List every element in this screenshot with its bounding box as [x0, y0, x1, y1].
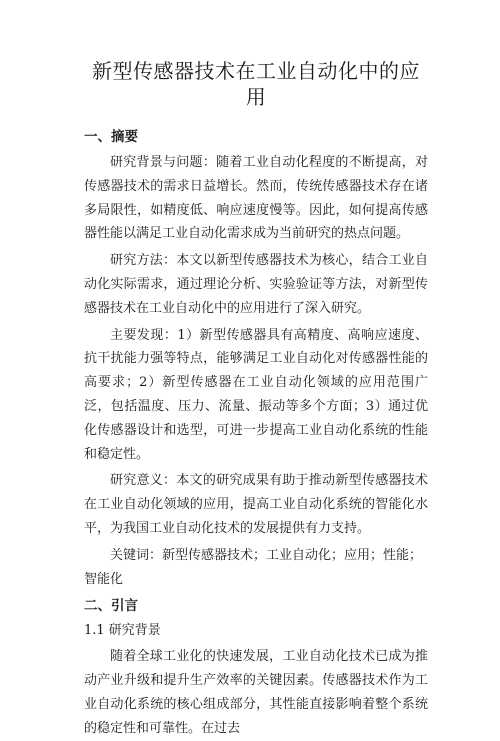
research-background-subheading: 1.1 研究背景: [84, 623, 161, 639]
introduction-heading: 二、引言: [84, 598, 138, 615]
document-title: 新型传感器技术在工业自动化中的应用: [92, 59, 420, 109]
abstract-method-paragraph: 研究方法：本文以新型传感器技术为核心，结合工业自动化实际需求，通过理论分析、实验验证等方法，对新型传感器技术在工业自动化中的应用进行了深入研究。: [84, 253, 428, 316]
keywords-line: 关键词：新型传感器技术；工业自动化；应用；性能；智能化: [84, 547, 423, 587]
abstract-background-paragraph: 研究背景与问题：随着工业自动化程度的不断提高，对传感器技术的需求日益增长。然而，传统传感器技术存在诸多局限性，如精度低、响应速度慢等。因此，如何提高传感器性能以满足工业自动化需求成为当前研究的热点问题。: [84, 155, 428, 242]
abstract-findings-paragraph: 主要发现：1）新型传感器具有高精度、高响应速度、抗干扰能力强等特点，能够满足工业自动化对传感器性能的高要求；2）新型传感器在工业自动化领域的应用范围广泛，包括温度、压力、流量、振动等多个方面；3）通过优化传感器设计和选型，可进一步提高工业自动化系统的性能和稳定性。: [84, 327, 428, 462]
abstract-heading: 一、摘要: [84, 129, 138, 145]
abstract-significance-paragraph: 研究意义：本文的研究成果有助于推动新型传感器技术在工业自动化领域的应用，提高工业自动化系统的智能化水平，为我国工业自动化技术的发展提供有力支持。: [84, 473, 428, 536]
introduction-paragraph: 随着全球工业化的快速发展，工业自动化技术已成为推动产业升级和提升生产效率的关键因素。传感器技术作为工业自动化系统的核心组成部分，其性能直接影响着整个系统的稳定性和可靠性。在过去: [84, 649, 428, 736]
